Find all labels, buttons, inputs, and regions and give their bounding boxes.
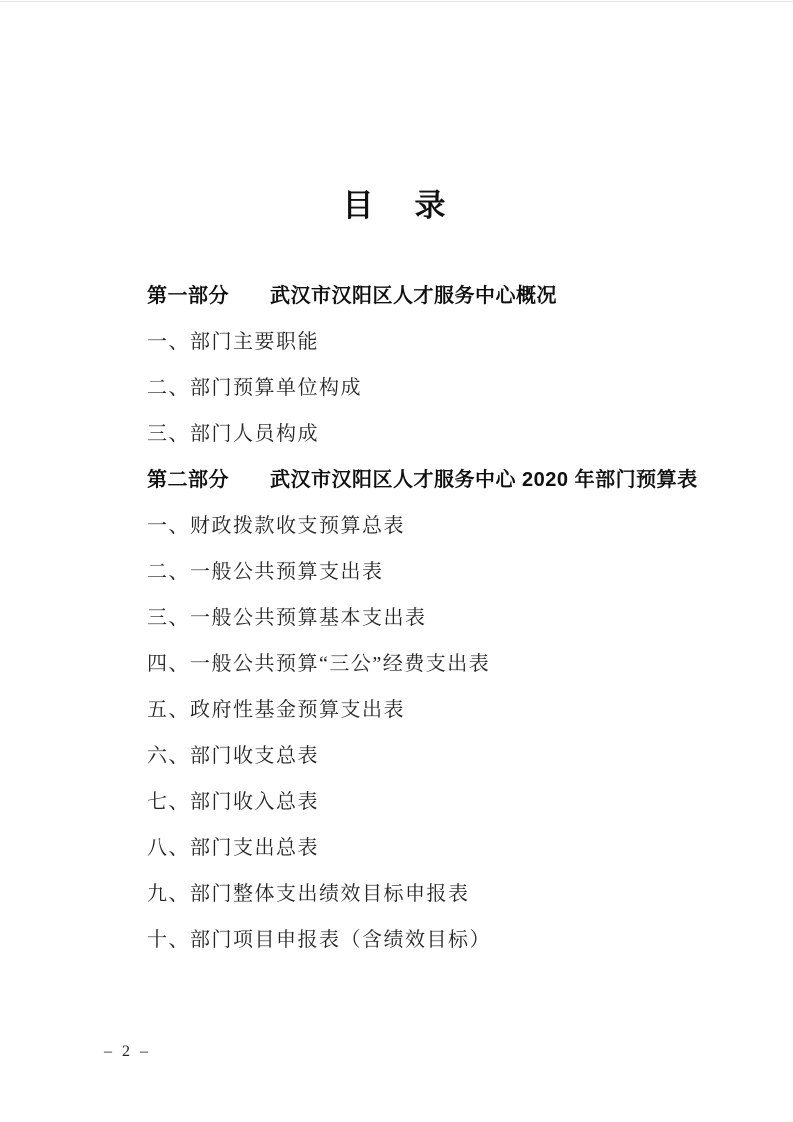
- toc-title: 目 录: [342, 188, 451, 223]
- table-of-contents: [147, 273, 753, 963]
- toc-entry: 二、一般公共预算支出表: [147, 561, 384, 583]
- toc-entry: 一、财政拨款收支预算总表: [147, 515, 405, 537]
- toc-entry: 二、部门预算单位构成: [147, 377, 362, 399]
- toc-section-2-heading: 第二部分 武汉市汉阳区人才服务中心 2020 年部门预算表: [147, 469, 698, 491]
- toc-entry: 六、部门收支总表: [147, 745, 319, 767]
- toc-entry: 八、部门支出总表: [147, 837, 319, 859]
- page-number: – 2 –: [104, 1043, 151, 1060]
- toc-entry: 五、政府性基金预算支出表: [147, 699, 405, 721]
- toc-section-1-heading: 第一部分 武汉市汉阳区人才服务中心概况: [147, 285, 557, 307]
- toc-entry: 一、部门主要职能: [147, 331, 319, 353]
- toc-entry: 三、一般公共预算基本支出表: [147, 607, 427, 629]
- scan-edge-artifact: [0, 1, 793, 2]
- toc-entry: 三、部门人员构成: [147, 423, 319, 445]
- toc-entry: 九、部门整体支出绩效目标申报表: [147, 883, 470, 905]
- toc-entry: 七、部门收入总表: [147, 791, 319, 813]
- toc-entry: 四、一般公共预算“三公”经费支出表: [147, 653, 491, 675]
- toc-entry: 十、部门项目申报表（含绩效目标）: [147, 929, 491, 951]
